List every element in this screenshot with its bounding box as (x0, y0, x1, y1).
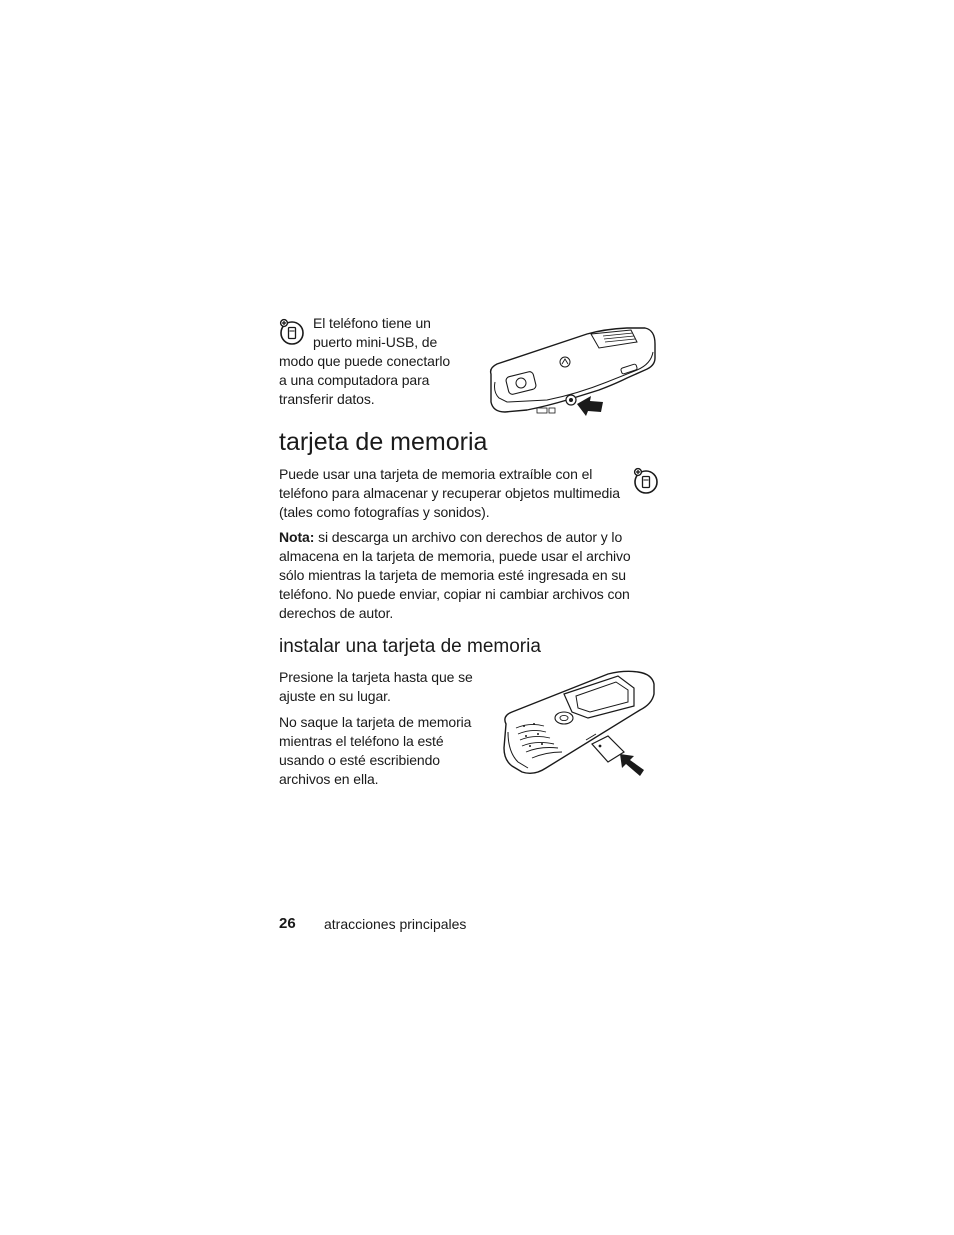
intro-line-2: puerto mini-USB, de (313, 334, 438, 350)
note-text: si descarga un archivo con derechos de autor y lo almacena en la tarjeta de memoria, puede usar el archivo sólo mientras la tarjeta de memoria esté ingresada en su teléfono. No puede enviar, copiar ni cambiar archivos con derechos de autor. (279, 529, 631, 621)
section-title: tarjeta de memoria (279, 428, 488, 456)
subsection-title: instalar una tarjeta de memoria (279, 636, 541, 657)
phone-back-usb-illustration (487, 322, 659, 422)
phone-memory-card-illustration (500, 668, 660, 780)
chapter-title: atracciones principales (324, 916, 467, 932)
network-feature-icon (633, 467, 659, 495)
page-number: 26 (279, 915, 296, 932)
section-paragraph: Puede usar una tarjeta de memoria extraíble con el teléfono para almacenar y recuperar objetos multimedia (tales como fotografías y sonidos). (279, 466, 620, 520)
intro-line-1: El teléfono tiene un (313, 315, 431, 331)
note-label: Nota: (279, 529, 315, 545)
intro-line-4: a una computadora para (279, 372, 430, 388)
subsection-paragraph-2: No saque la tarjeta de memoria mientras el teléfono la esté usando o esté escribiendo archivos en ella. (279, 714, 472, 787)
subsection-text (279, 668, 479, 796)
intro-line-5: transferir datos. (279, 391, 375, 407)
intro-line-3: modo que puede conectarlo (279, 353, 451, 369)
subsection-paragraph-1: Presione la tarjeta hasta que se ajuste en su lugar. (279, 669, 473, 704)
note-paragraph (279, 528, 639, 623)
